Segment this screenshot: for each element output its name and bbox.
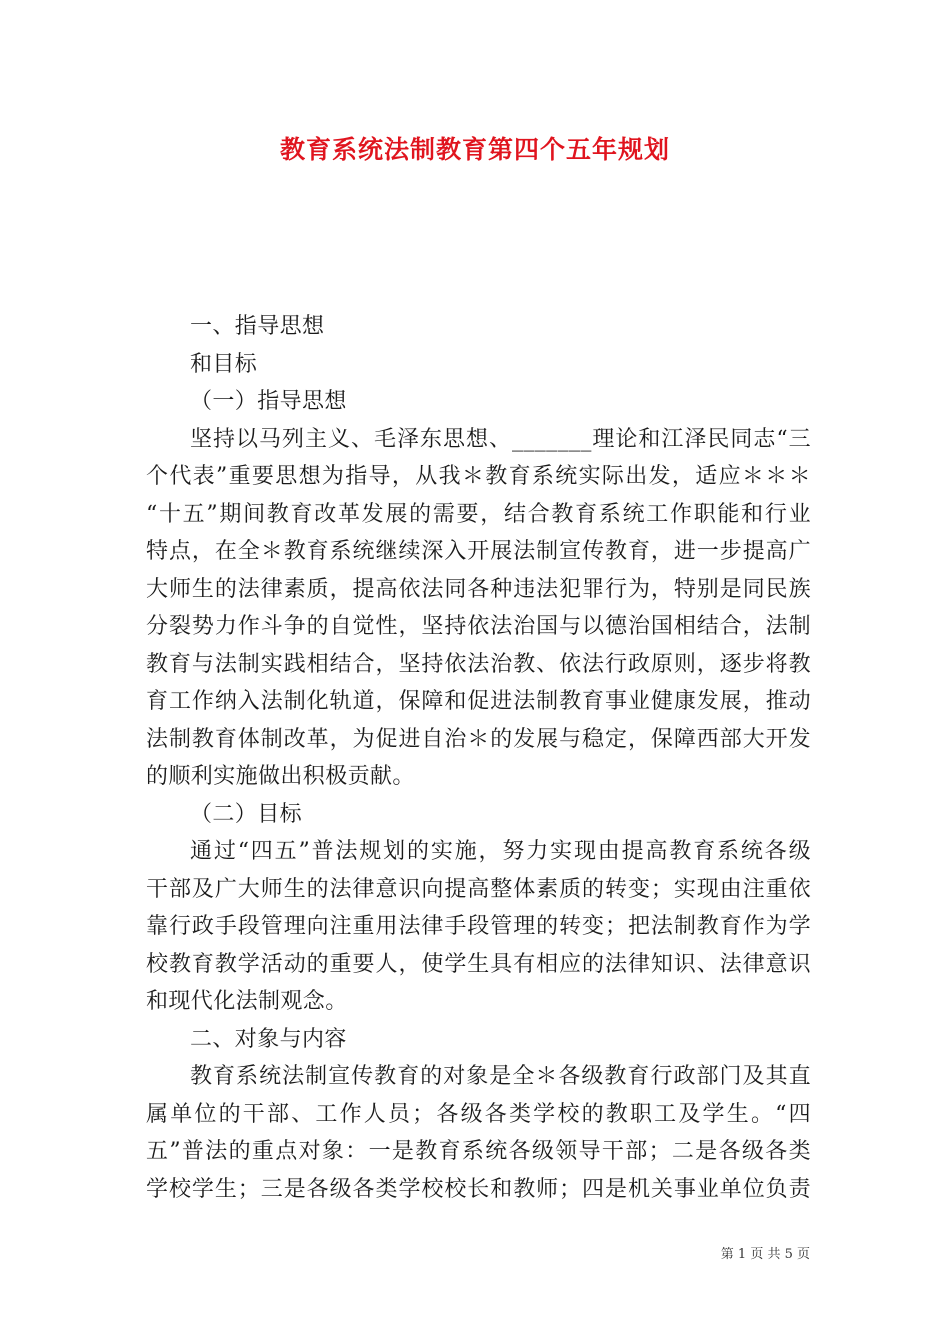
- heading-guiding-ideology: 一、指导思想: [190, 314, 325, 339]
- subheading-guiding-ideology: （一）指导思想: [190, 389, 347, 414]
- paragraph-line: 靠行政手段管理向注重用法律手段管理的转变；把法制教育作为学: [146, 914, 811, 939]
- paragraph-line: 大师生的法律素质，提高依法同各种违法犯罪行为，特别是同民族: [146, 576, 811, 602]
- heading-targets-content: 二、对象与内容: [190, 1026, 347, 1052]
- paragraph-line: “十五”期间教育改革发展的需要，结合教育系统工作职能和行业: [146, 501, 811, 527]
- heading-continuation: 和目标: [190, 351, 258, 377]
- paragraph-line: 教育与法制实践相结合，坚持依法治教、依法行政原则，逐步将教: [146, 651, 811, 677]
- page-number: 第 1 页 共 5 页: [720, 1247, 810, 1262]
- paragraph-line: 属单位的干部、工作人员；各级各类学校的教职工及学生。“四: [146, 1101, 811, 1127]
- paragraph-line: 校教育教学活动的重要人，使学生具有相应的法律知识、法律意识: [146, 951, 811, 977]
- paragraph-line: 法制教育体制改革，为促进自治＊的发展与稳定，保障西部大开发: [146, 726, 811, 752]
- paragraph-line: 个代表”重要思想为指导，从我＊教育系统实际出发，适应＊＊＊: [146, 464, 811, 489]
- paragraph-line: 的顺利实施做出积极贡献。: [146, 764, 415, 789]
- paragraph-line: 教育系统法制宣传教育的对象是全＊各级教育行政部门及其直: [190, 1064, 811, 1089]
- paragraph-line: 育工作纳入法制化轨道，保障和促进法制教育事业健康发展，推动: [146, 689, 811, 714]
- paragraph-line: 五”普法的重点对象：一是教育系统各级领导干部；二是各级各类: [146, 1139, 811, 1164]
- paragraph-line: 分裂势力作斗争的自觉性，坚持依法治国与以德治国相结合，法制: [146, 614, 811, 639]
- document-title: 教育系统法制教育第四个五年规划: [279, 135, 670, 164]
- paragraph-line: 干部及广大师生的法律意识向提高整体素质的转变；实现由注重依: [146, 876, 811, 902]
- paragraph-line: 特点，在全＊教育系统继续深入开展法制宣传教育，进一步提高广: [146, 539, 811, 564]
- paragraph-line: 和现代化法制观念。: [146, 989, 348, 1014]
- paragraph-line: 学校学生；三是各级各类学校校长和教师；四是机关事业单位负责: [146, 1176, 811, 1202]
- subheading-goals: （二）目标: [190, 801, 303, 827]
- paragraph-line: 通过“四五”普法规划的实施，努力实现由提高教育系统各级: [190, 839, 811, 864]
- paragraph-line: 坚持以马列主义、毛泽东思想、_______理论和江泽民同志“三: [190, 426, 811, 452]
- document-body: [146, 308, 811, 1208]
